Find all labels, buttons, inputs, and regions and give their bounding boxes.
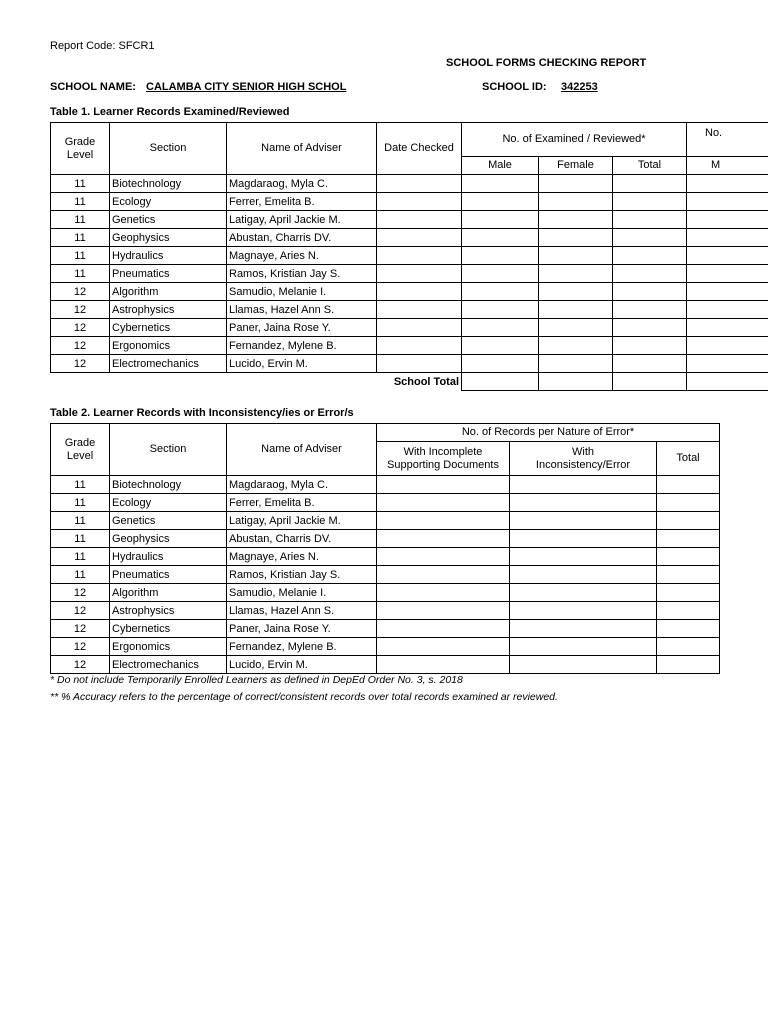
t1-entry-cell[interactable] [613,193,687,211]
t2-grade-cell: 11 [51,548,110,566]
t2-entry-cell[interactable] [510,548,657,566]
t2-entry-cell[interactable] [657,620,720,638]
table-row [51,638,720,656]
t2-entry-cell[interactable] [510,620,657,638]
t2-header-total: Total [657,442,720,476]
t2-section-cell: Pneumatics [110,566,227,584]
t1-entry-cell[interactable] [377,229,462,247]
t1-header-cut-sub: M [687,157,768,175]
t2-entry-cell[interactable] [657,512,720,530]
t2-entry-cell[interactable] [510,602,657,620]
t2-grade-cell: 11 [51,512,110,530]
t1-entry-cell[interactable] [539,265,613,283]
t2-grade-cell: 11 [51,566,110,584]
error-records-table [50,423,720,674]
t1-section-cell: Biotechnology [110,175,227,193]
t1-section-cell: Hydraulics [110,247,227,265]
t1-header-cut-group: No. [687,123,768,157]
table2-caption: Table 2. Learner Records with Inconsistency/ies or Error/s [50,407,354,419]
t2-adviser-cell: Ferrer, Emelita B. [227,494,377,512]
t1-header-date-checked: Date Checked [377,123,462,175]
t1-header-male: Male [462,157,539,175]
t1-entry-cell[interactable] [377,211,462,229]
t1-entry-cell[interactable] [687,175,768,193]
table-row [51,193,768,211]
t2-entry-cell[interactable] [510,476,657,494]
t1-entry-cell[interactable] [377,337,462,355]
t2-entry-cell[interactable] [377,476,510,494]
t2-entry-cell[interactable] [510,512,657,530]
t1-total-female[interactable] [539,373,613,391]
t1-entry-cell[interactable] [462,247,539,265]
footnote-2: ** % Accuracy refers to the percentage of correct/consistent records over total records examined ar reviewed. [50,691,558,703]
t1-adviser-cell: Abustan, Charris DV. [227,229,377,247]
t2-entry-cell[interactable] [377,602,510,620]
t1-entry-cell[interactable] [377,193,462,211]
t2-entry-cell[interactable] [510,638,657,656]
school-name-label: SCHOOL NAME: [50,81,136,93]
table-row [51,355,768,373]
t2-grade-cell: 11 [51,494,110,512]
t1-entry-cell[interactable] [613,265,687,283]
t2-entry-cell[interactable] [377,566,510,584]
t1-section-cell: Geophysics [110,229,227,247]
t2-entry-cell[interactable] [657,584,720,602]
t2-entry-cell[interactable] [657,638,720,656]
footnote-1: * Do not include Temporarily Enrolled Learners as defined in DepEd Order No. 3, s. 2018 [50,674,463,686]
t1-entry-cell[interactable] [539,247,613,265]
t2-entry-cell[interactable] [377,530,510,548]
t1-entry-cell[interactable] [462,175,539,193]
t1-entry-cell[interactable] [462,283,539,301]
t2-section-cell: Genetics [110,512,227,530]
t1-entry-cell[interactable] [687,337,768,355]
t2-entry-cell[interactable] [657,548,720,566]
t1-entry-cell[interactable] [377,319,462,337]
t1-entry-cell[interactable] [613,211,687,229]
t1-adviser-cell: Ramos, Kristian Jay S. [227,265,377,283]
t1-entry-cell[interactable] [687,193,768,211]
t1-grade-cell: 12 [51,337,110,355]
t1-total-spacer [110,373,227,391]
t1-entry-cell[interactable] [687,247,768,265]
table-row [51,620,720,638]
t1-entry-cell[interactable] [462,319,539,337]
t1-entry-cell[interactable] [462,211,539,229]
t1-grade-cell: 11 [51,175,110,193]
t2-header-adviser: Name of Adviser [227,424,377,476]
t2-section-cell: Geophysics [110,530,227,548]
t1-header-female: Female [539,157,613,175]
t1-entry-cell[interactable] [613,283,687,301]
table-row [51,602,720,620]
t2-grade-cell: 11 [51,476,110,494]
t1-grade-cell: 12 [51,301,110,319]
t2-section-cell: Cybernetics [110,620,227,638]
t1-entry-cell[interactable] [613,175,687,193]
table-row [51,476,720,494]
t2-adviser-cell: Magdaraog, Myla C. [227,476,377,494]
t1-entry-cell[interactable] [687,265,768,283]
t1-header-adviser: Name of Adviser [227,123,377,175]
t2-adviser-cell: Paner, Jaina Rose Y. [227,620,377,638]
table-row [51,512,720,530]
t2-adviser-cell: Lucido, Ervin M. [227,656,377,674]
t2-header-inconsistency: With Inconsistency/Error [510,442,657,476]
t2-entry-cell[interactable] [510,584,657,602]
t2-adviser-cell: Ramos, Kristian Jay S. [227,566,377,584]
school-id: 342253 [561,81,598,93]
t1-entry-cell[interactable] [377,175,462,193]
t2-grade-cell: 12 [51,602,110,620]
t1-entry-cell[interactable] [462,337,539,355]
t1-entry-cell[interactable] [539,319,613,337]
table-row [51,530,720,548]
t2-grade-cell: 11 [51,530,110,548]
t2-grade-cell: 12 [51,584,110,602]
table-row [51,319,768,337]
t1-grade-cell: 12 [51,283,110,301]
t2-entry-cell[interactable] [510,494,657,512]
t2-adviser-cell: Abustan, Charris DV. [227,530,377,548]
t1-entry-cell[interactable] [687,355,768,373]
t1-entry-cell[interactable] [539,193,613,211]
t1-total-cut[interactable] [687,373,768,391]
t2-section-cell: Astrophysics [110,602,227,620]
t2-section-cell: Biotechnology [110,476,227,494]
t1-adviser-cell: Paner, Jaina Rose Y. [227,319,377,337]
t1-entry-cell[interactable] [613,301,687,319]
table-row [51,283,768,301]
table-row [51,494,720,512]
t2-adviser-cell: Latigay, April Jackie M. [227,512,377,530]
t1-entry-cell[interactable] [539,301,613,319]
t1-entry-cell[interactable] [687,211,768,229]
t1-grade-cell: 12 [51,355,110,373]
t1-entry-cell[interactable] [613,247,687,265]
t1-entry-cell[interactable] [613,229,687,247]
t2-section-cell: Hydraulics [110,548,227,566]
t1-header-section: Section [110,123,227,175]
t1-grade-cell: 11 [51,229,110,247]
school-id-value [549,81,611,93]
t1-section-cell: Genetics [110,211,227,229]
t2-header-section: Section [110,424,227,476]
t2-entry-cell[interactable] [377,620,510,638]
t1-entry-cell[interactable] [462,229,539,247]
t2-grade-cell: 12 [51,620,110,638]
t1-entry-cell[interactable] [687,319,768,337]
t1-section-cell: Pneumatics [110,265,227,283]
t2-entry-cell[interactable] [377,512,510,530]
t1-entry-cell[interactable] [377,265,462,283]
t2-header-error-group: No. of Records per Nature of Error* [377,424,720,442]
t1-entry-cell[interactable] [377,283,462,301]
t2-entry-cell[interactable] [657,494,720,512]
t1-total-total[interactable] [613,373,687,391]
t1-entry-cell[interactable] [462,193,539,211]
school-id-label: SCHOOL ID: [482,81,547,93]
t1-adviser-cell: Ferrer, Emelita B. [227,193,377,211]
school-name-value [136,81,355,93]
t1-adviser-cell: Samudio, Melanie I. [227,283,377,301]
t1-adviser-cell: Llamas, Hazel Ann S. [227,301,377,319]
t1-entry-cell[interactable] [377,301,462,319]
t1-total-spacer [51,373,110,391]
t2-entry-cell[interactable] [657,602,720,620]
t2-grade-cell: 12 [51,638,110,656]
t1-adviser-cell: Latigay, April Jackie M. [227,211,377,229]
t2-adviser-cell: Fernandez, Mylene B. [227,638,377,656]
t2-section-cell: Algorithm [110,584,227,602]
t1-entry-cell[interactable] [377,355,462,373]
report-code: Report Code: SFCR1 [50,40,155,52]
t1-grade-cell: 11 [51,247,110,265]
t1-entry-cell[interactable] [613,319,687,337]
t1-section-cell: Ergonomics [110,337,227,355]
table1-caption: Table 1. Learner Records Examined/Reviewed [50,106,290,118]
t2-adviser-cell: Llamas, Hazel Ann S. [227,602,377,620]
table-row [51,265,768,283]
t2-adviser-cell: Magnaye, Aries N. [227,548,377,566]
t1-entry-cell[interactable] [539,229,613,247]
t1-entry-cell[interactable] [462,355,539,373]
t1-adviser-cell: Fernandez, Mylene B. [227,337,377,355]
t1-section-cell: Ecology [110,193,227,211]
t2-entry-cell[interactable] [657,530,720,548]
table-row [51,548,720,566]
t2-header-grade: Grade Level [51,424,110,476]
t1-section-cell: Electromechanics [110,355,227,373]
t2-entry-cell[interactable] [657,656,720,674]
t2-entry-cell[interactable] [510,656,657,674]
t1-entry-cell[interactable] [613,337,687,355]
t1-header-total: Total [613,157,687,175]
t1-entry-cell[interactable] [462,301,539,319]
t1-entry-cell[interactable] [687,229,768,247]
t1-adviser-cell: Magdaraog, Myla C. [227,175,377,193]
t1-adviser-cell: Magnaye, Aries N. [227,247,377,265]
t1-grade-cell: 11 [51,193,110,211]
t1-total-spacer [227,373,377,391]
table1-container [50,122,768,391]
t1-entry-cell[interactable] [687,283,768,301]
table-row [51,566,720,584]
t2-entry-cell[interactable] [377,548,510,566]
t1-entry-cell[interactable] [462,265,539,283]
t1-entry-cell[interactable] [539,283,613,301]
t2-section-cell: Ergonomics [110,638,227,656]
t2-entry-cell[interactable] [377,494,510,512]
t1-header-examined-group: No. of Examined / Reviewed* [462,123,687,157]
t1-section-cell: Cybernetics [110,319,227,337]
table2-container [50,423,720,674]
t2-entry-cell[interactable] [377,638,510,656]
t1-section-cell: Astrophysics [110,301,227,319]
learner-records-table [50,122,768,391]
t1-entry-cell[interactable] [539,211,613,229]
table-row [51,584,720,602]
t1-grade-cell: 12 [51,319,110,337]
table-row [51,247,768,265]
t1-adviser-cell: Lucido, Ervin M. [227,355,377,373]
table-row [51,337,768,355]
t1-entry-cell[interactable] [539,355,613,373]
t1-total-male[interactable] [462,373,539,391]
table-row [51,211,768,229]
t2-entry-cell[interactable] [657,476,720,494]
t2-entry-cell[interactable] [377,656,510,674]
t2-grade-cell: 12 [51,656,110,674]
t1-entry-cell[interactable] [539,337,613,355]
t1-entry-cell[interactable] [687,301,768,319]
t2-header-incomplete: With Incomplete Supporting Documents [377,442,510,476]
t1-body [51,175,768,373]
t2-entry-cell[interactable] [510,530,657,548]
t1-entry-cell[interactable] [539,175,613,193]
table-row [51,175,768,193]
t2-entry-cell[interactable] [657,566,720,584]
table-row [51,229,768,247]
t2-adviser-cell: Samudio, Melanie I. [227,584,377,602]
t2-body [51,476,720,674]
table-row [51,301,768,319]
t1-entry-cell[interactable] [377,247,462,265]
t1-entry-cell[interactable] [613,355,687,373]
report-title: SCHOOL FORMS CHECKING REPORT [446,57,647,69]
t1-grade-cell: 11 [51,211,110,229]
t1-school-total-label: School Total [377,373,462,391]
t1-section-cell: Algorithm [110,283,227,301]
school-name: CALAMBA CITY SENIOR HIGH SCHOL [146,81,347,93]
t2-section-cell: Electromechanics [110,656,227,674]
table-row [51,656,720,674]
t1-grade-cell: 11 [51,265,110,283]
t2-entry-cell[interactable] [510,566,657,584]
t1-header-grade: Grade Level [51,123,110,175]
t2-section-cell: Ecology [110,494,227,512]
t2-entry-cell[interactable] [377,584,510,602]
